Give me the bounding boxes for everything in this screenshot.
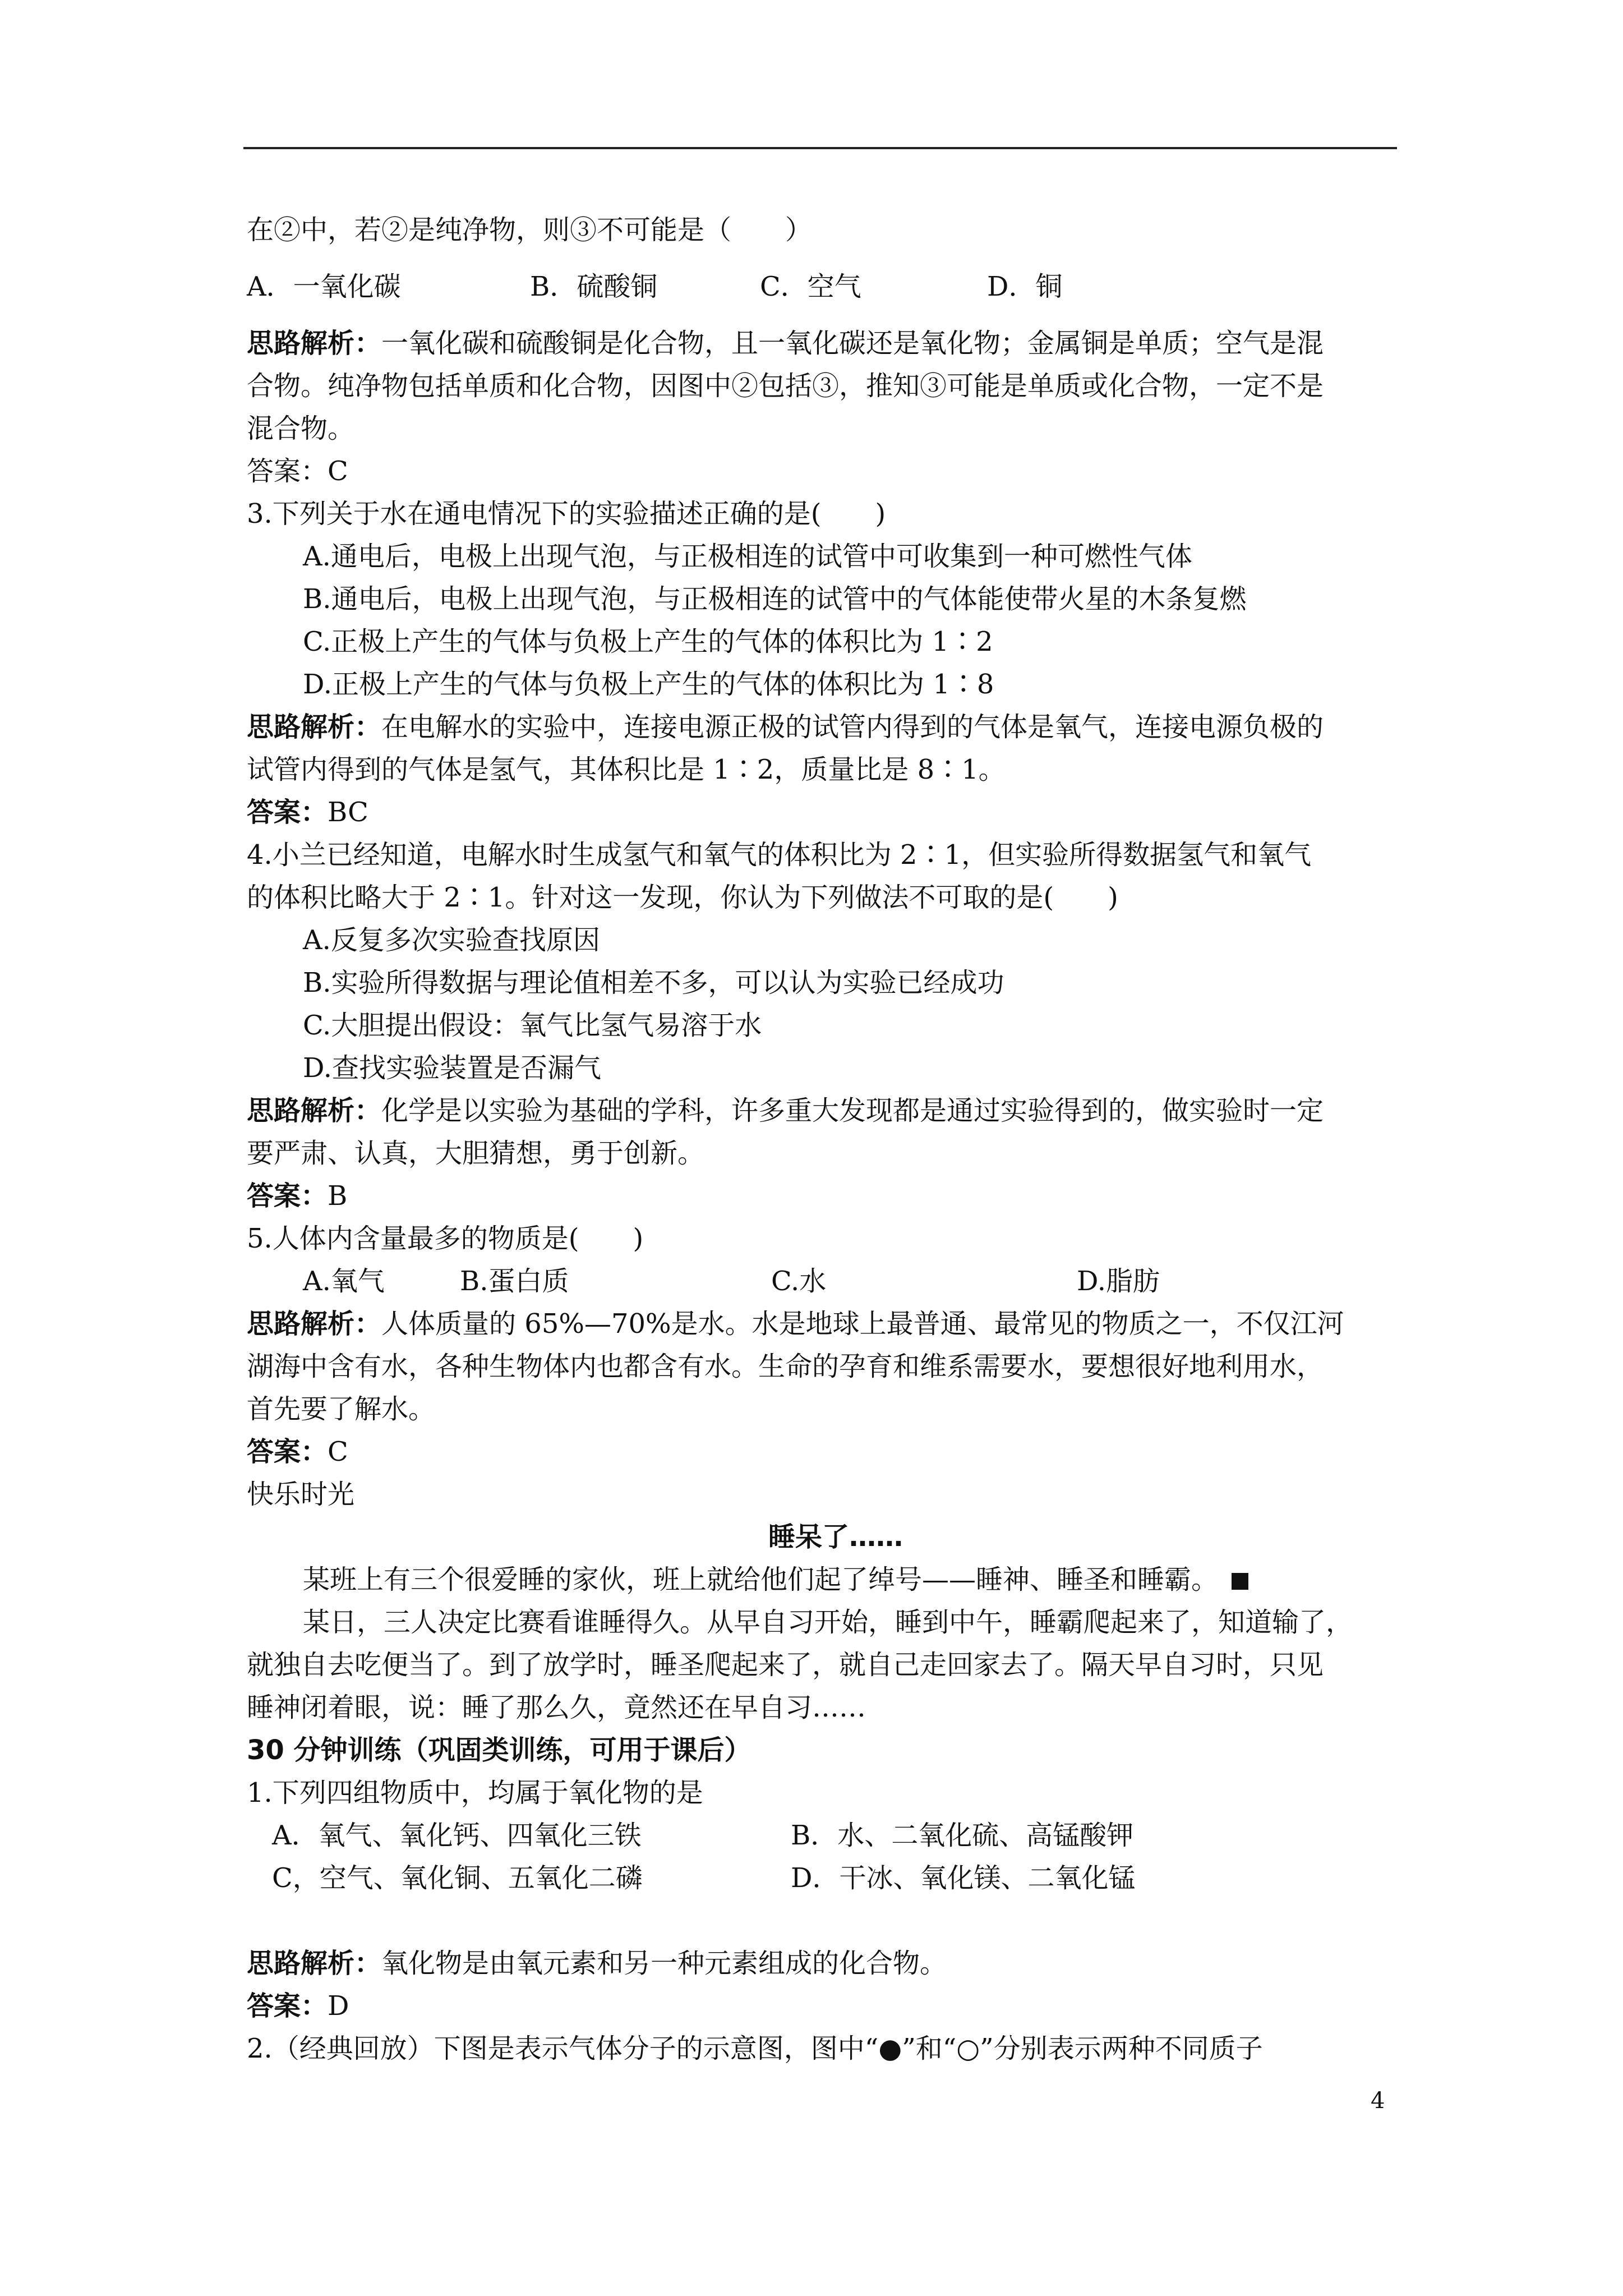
q2-analysis-line-2: 合物。纯净物包括单质和化合物，因图中②包括③，推知③可能是单质或化合物，一定不是 <box>247 370 1324 402</box>
q5-stem: 5.人体内含量最多的物质是( ) <box>247 1223 644 1254</box>
q5-option-a: A.氧气 <box>303 1266 385 1297</box>
q5-analysis-line-1: 思路解析：人体质量的 65%—70%是水。水是地球上最普通、最常见的物质之一，不仅江河 <box>247 1308 1344 1340</box>
s1-analysis-label: 思路解析： <box>247 1948 382 1979</box>
story-paragraph-2-line-1: 某日，三人决定比赛看谁睡得久。从早自习开始，睡到中午，睡霸爬起来了，知道输了， <box>303 1607 1353 1638</box>
page-number: 4 <box>1371 2088 1385 2114</box>
story-title: 睡呆了…… <box>768 1521 903 1553</box>
q4-stem-line-2: 的体积比略大于 2∶1。针对这一发现，你认为下列做法不可取的是( ) <box>247 882 1118 913</box>
q5-analysis-label: 思路解析： <box>247 1308 382 1340</box>
q4-option-b: B.实验所得数据与理论值相差不多，可以认为实验已经成功 <box>303 967 1004 999</box>
happy-time-heading: 快乐时光 <box>247 1479 355 1510</box>
q3-option-c: C.正极上产生的气体与负极上产生的气体的体积比为 1∶2 <box>303 626 993 657</box>
s1-options-row-1 <box>247 1814 1402 1857</box>
q4-analysis-line-2: 要严肃、认真，大胆猜想，勇于创新。 <box>247 1138 705 1169</box>
page-content <box>247 209 1402 2070</box>
q3-analysis-line-2: 试管内得到的气体是氢气，其体积比是 1∶2，质量比是 8∶1。 <box>247 754 1006 785</box>
q2-analysis-line-1: 思路解析：一氧化碳和硫酸铜是化合物，且一氧化碳还是氧化物；金属铜是单质；空气是混 <box>247 328 1324 359</box>
q5-option-c: C.水 <box>771 1266 827 1297</box>
q3-stem: 3.下列关于水在通电情况下的实验描述正确的是( ) <box>247 498 886 530</box>
q2-option-c: C．空气 <box>760 271 861 302</box>
q5-option-d: D.脂肪 <box>1077 1266 1160 1297</box>
q2-analysis-line-3: 混合物。 <box>247 413 355 444</box>
s1-option-c: C，空气、氧化铜、五氧化二磷 <box>272 1862 643 1894</box>
s1-option-b: B．水、二氧化硫、高锰酸钾 <box>791 1820 1134 1851</box>
q2-option-a: A．一氧化碳 <box>247 271 401 302</box>
q4-answer: 答案：B <box>247 1180 348 1212</box>
q3-answer: 答案：BC <box>247 797 368 828</box>
q4-option-d: D.查找实验装置是否漏气 <box>303 1052 602 1084</box>
story-paragraph-1: 某班上有三个很爱睡的家伙，班上就给他们起了绰号——睡神、睡圣和睡霸。 <box>247 1558 1402 1601</box>
q3-option-d: D.正极上产生的气体与负极上产生的气体的体积比为 1∶8 <box>303 669 994 700</box>
q3-option-b: B.通电后，电极上出现气泡，与正极相连的试管中的气体能使带火星的木条复燃 <box>303 583 1247 615</box>
q5-option-b: B.蛋白质 <box>460 1266 569 1297</box>
q5-analysis-line-3: 首先要了解水。 <box>247 1393 436 1425</box>
section-title: 30 分钟训练（巩固类训练，可用于课后） <box>247 1734 751 1766</box>
q2-stem: 在②中，若②是纯净物，则③不可能是（ ） <box>247 214 813 246</box>
q3-analysis-label: 思路解析： <box>247 711 382 743</box>
story-paragraph-2-line-2: 就独自去吃便当了。到了放学时，睡圣爬起来了，就自己走回家去了。隔天早自习时，只见 <box>247 1649 1324 1681</box>
q2-answer: 答案：C <box>247 455 348 487</box>
q5-options <box>247 1260 1402 1303</box>
q4-stem-line-1: 4.小兰已经知道，电解水时生成氢气和氧气的体积比为 2∶1，但实验所得数据氢气和氧气 <box>247 839 1312 871</box>
q5-analysis-line-2: 湖海中含有水，各种生物体内也都含有水。生命的孕育和维系需要水，要想很好地利用水， <box>247 1351 1324 1382</box>
q4-analysis-line-1: 思路解析：化学是以实验为基础的学科，许多重大发现都是通过实验得到的，做实验时一定 <box>247 1095 1324 1126</box>
q3-option-a: A.通电后，电极上出现气泡，与正极相连的试管中可收集到一种可燃性气体 <box>303 541 1192 572</box>
s1-answer: 答案：D <box>247 1990 349 2022</box>
s1-options-row-2 <box>247 1857 1402 1899</box>
q4-option-c: C.大胆提出假设：氧气比氢气易溶于水 <box>303 1010 762 1041</box>
s2-stem: 2.（经典回放）下图是表示气体分子的示意图，图中“●”和“○”分别表示两种不同质子 <box>247 2033 1263 2064</box>
q5-answer: 答案：C <box>247 1436 348 1467</box>
q2-option-b: B．硫酸铜 <box>530 271 658 302</box>
s1-stem: 1.下列四组物质中，均属于氧化物的是 <box>247 1777 703 1809</box>
q2-analysis-label: 思路解析： <box>247 328 382 359</box>
black-square-icon <box>1232 1573 1248 1590</box>
story-paragraph-2-line-3: 睡神闭着眼，说：睡了那么久，竟然还在早自习…… <box>247 1692 866 1723</box>
s1-analysis-line-1: 思路解析：氧化物是由氧元素和另一种元素组成的化合物。 <box>247 1948 947 1979</box>
q2-options <box>247 265 1402 308</box>
q4-analysis-label: 思路解析： <box>247 1095 382 1126</box>
q3-analysis-line-1: 思路解析：在电解水的实验中，连接电源正极的试管内得到的气体是氧气，连接电源负极的 <box>247 711 1324 743</box>
header-rule <box>243 147 1397 149</box>
s1-option-d: D．干冰、氧化镁、二氧化锰 <box>791 1862 1136 1894</box>
s1-option-a: A．氧气、氧化钙、四氧化三铁 <box>272 1820 642 1851</box>
q2-option-d: D．铜 <box>987 271 1063 302</box>
q4-option-a: A.反复多次实验查找原因 <box>303 924 600 956</box>
